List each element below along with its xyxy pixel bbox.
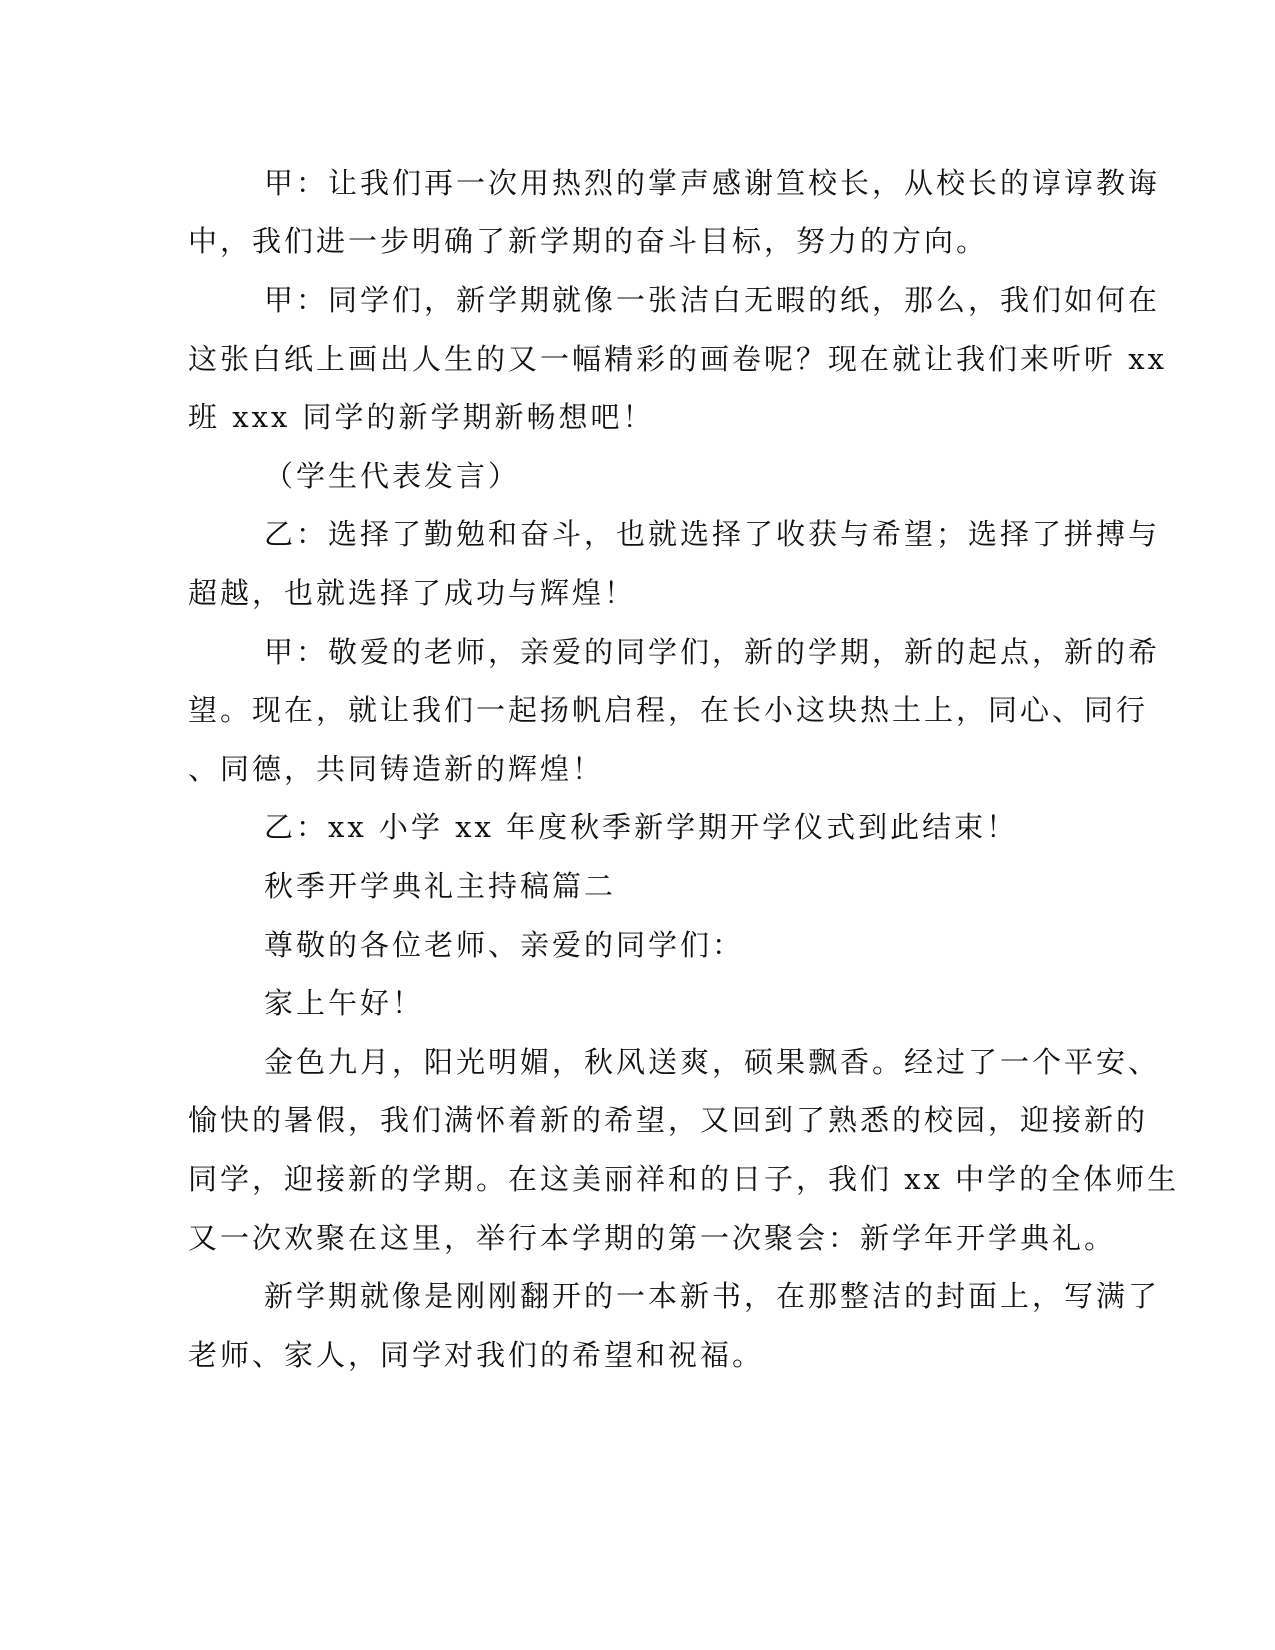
text-line: 望。现在，就让我们一起扬帆启程，在长小这块热土上，同心、同行 xyxy=(188,693,1149,727)
text-line: 班 xxx 同学的新学期新畅想吧！ xyxy=(188,400,655,434)
text-line: 中，我们进一步明确了新学期的奋斗目标，努力的方向。 xyxy=(188,224,989,258)
text-line: 又一次欢聚在这里，举行本学期的第一次聚会：新学年开学典礼。 xyxy=(188,1221,1117,1255)
text-line: 超越，也就选择了成功与辉煌！ xyxy=(188,576,637,610)
text-line: 金色九月，阳光明媚，秋风送爽，硕果飘香。经过了一个平安、 xyxy=(264,1045,1161,1079)
greeting: 家上午好！ xyxy=(264,986,425,1020)
text-line: 乙：xx 小学 xx 年度秋季新学期开学仪式到此结束！ xyxy=(264,810,1019,844)
text-line: 同学，迎接新的学期。在这美丽祥和的日子，我们 xx 中学的全体师生 xyxy=(188,1162,1180,1196)
text-line: 甲：同学们，新学期就像一张洁白无暇的纸，那么，我们如何在 xyxy=(264,283,1161,317)
salutation: 尊敬的各位老师、亲爱的同学们： xyxy=(264,928,745,962)
text-line: 这张白纸上画出人生的又一幅精彩的画卷呢？现在就让我们来听听 xx xyxy=(188,342,1167,376)
text-line: （学生代表发言） xyxy=(264,459,521,493)
section-heading: 秋季开学典礼主持稿篇二 xyxy=(264,869,617,903)
text-line: 甲：敬爱的老师，亲爱的同学们，新的学期，新的起点，新的希 xyxy=(264,635,1161,669)
text-line: 愉快的暑假，我们满怀着新的希望，又回到了熟悉的校园，迎接新的 xyxy=(188,1103,1149,1137)
text-line: 、同德，共同铸造新的辉煌！ xyxy=(188,752,605,786)
text-line: 新学期就像是刚刚翻开的一本新书，在那整洁的封面上，写满了 xyxy=(264,1279,1161,1313)
text-line: 甲：让我们再一次用热烈的掌声感谢笪校长，从校长的谆谆教诲 xyxy=(264,166,1161,200)
text-line: 老师、家人，同学对我们的希望和祝福。 xyxy=(188,1338,765,1372)
text-line: 乙：选择了勤勉和奋斗，也就选择了收获与希望；选择了拼搏与 xyxy=(264,517,1161,551)
